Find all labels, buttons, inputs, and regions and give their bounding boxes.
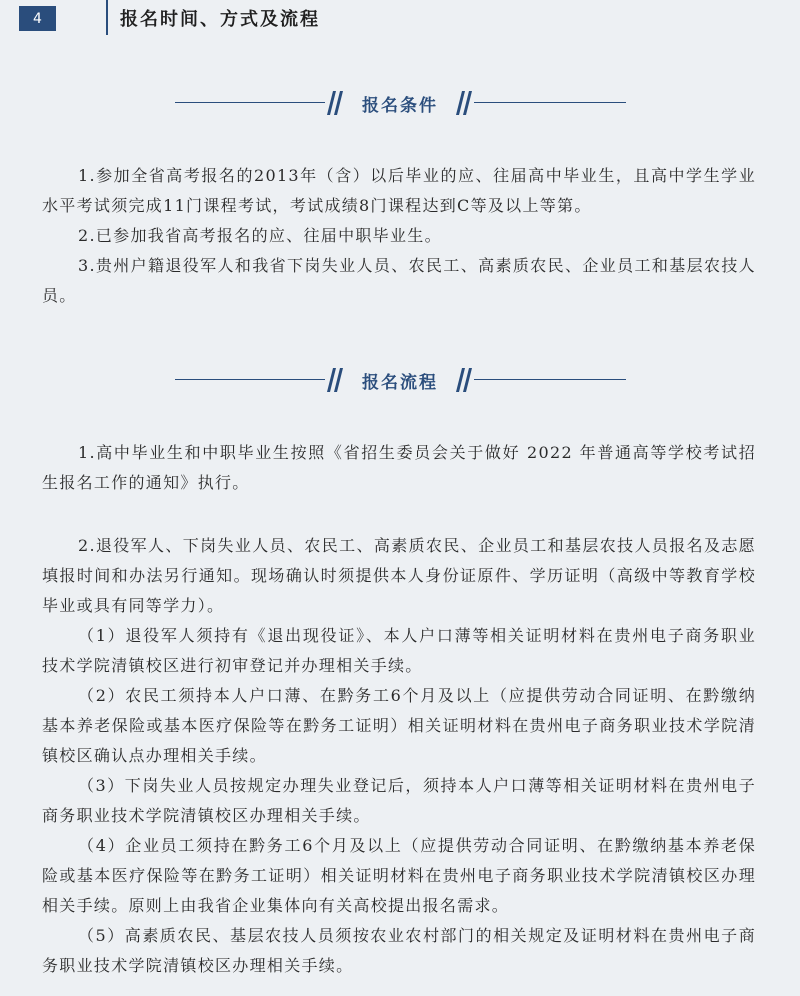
heading-rule-right bbox=[474, 379, 626, 380]
section-heading-conditions bbox=[0, 88, 800, 118]
section-title: 报名条件 bbox=[362, 96, 438, 116]
paragraph: （4）企业员工须持在黔务工6个月及以上（应提供劳动合同证明、在黔缴纳基本养老保险或基本医疗保险等在黔务工证明）相关证明材料在贵州电子商务职业技术学院清镇校区办理相关手续。原则上由我省企业集体向有关高校提出报名需求。 bbox=[42, 836, 756, 915]
heading-slash-icon bbox=[463, 368, 472, 392]
paragraph: （2）农民工须持本人户口薄、在黔务工6个月及以上（应提供劳动合同证明、在黔缴纳基本养老保险或基本医疗保险等在黔务工证明）相关证明材料在贵州电子商务职业技术学院清镇校区确认点办理相关手续。 bbox=[42, 686, 756, 765]
heading-slash-icon bbox=[334, 368, 343, 392]
page-title: 报名时间、方式及流程 bbox=[120, 9, 320, 30]
paragraph: 2.退役军人、下岗失业人员、农民工、高素质农民、企业员工和基层农技人员报名及志愿填报时间和办法另行通知。现场确认时须提供本人身份证原件、学历证明（高级中等教育学校毕业或具有同等学力）。 bbox=[42, 536, 756, 615]
section-heading-process bbox=[0, 365, 800, 395]
paragraph: （1）退役军人须持有《退出现役证》、本人户口薄等相关证明材料在贵州电子商务职业技术学院清镇校区进行初审登记并办理相关手续。 bbox=[42, 626, 756, 675]
paragraph: （3）下岗失业人员按规定办理失业登记后，须持本人户口薄等相关证明材料在贵州电子商务职业技术学院清镇校区办理相关手续。 bbox=[42, 776, 756, 825]
heading-rule-left bbox=[175, 102, 325, 103]
header-divider bbox=[106, 0, 108, 35]
heading-slash-icon bbox=[334, 91, 343, 115]
paragraph: 3.贵州户籍退役军人和我省下岗失业人员、农民工、高素质农民、企业员工和基层农技人员。 bbox=[42, 256, 756, 305]
paragraph: 1.参加全省高考报名的2013年（含）以后毕业的应、往届高中毕业生，且高中学生学业水平考试须完成11门课程考试，考试成绩8门课程达到C等及以上等第。 bbox=[42, 166, 756, 215]
heading-rule-right bbox=[474, 102, 626, 103]
heading-slash-icon bbox=[463, 91, 472, 115]
paragraph: 1.高中毕业生和中职毕业生按照《省招生委员会关于做好 2022 年普通高等学校考试招生报名工作的通知》执行。 bbox=[42, 443, 756, 492]
heading-rule-left bbox=[175, 379, 325, 380]
page-number-badge: 4 bbox=[19, 6, 56, 31]
paragraph: 2.已参加我省高考报名的应、往届中职毕业生。 bbox=[78, 226, 442, 245]
paragraph: （5）高素质农民、基层农技人员须按农业农村部门的相关规定及证明材料在贵州电子商务职业技术学院清镇校区办理相关手续。 bbox=[42, 926, 756, 975]
page-header bbox=[0, 0, 800, 40]
section-title: 报名流程 bbox=[362, 373, 438, 393]
